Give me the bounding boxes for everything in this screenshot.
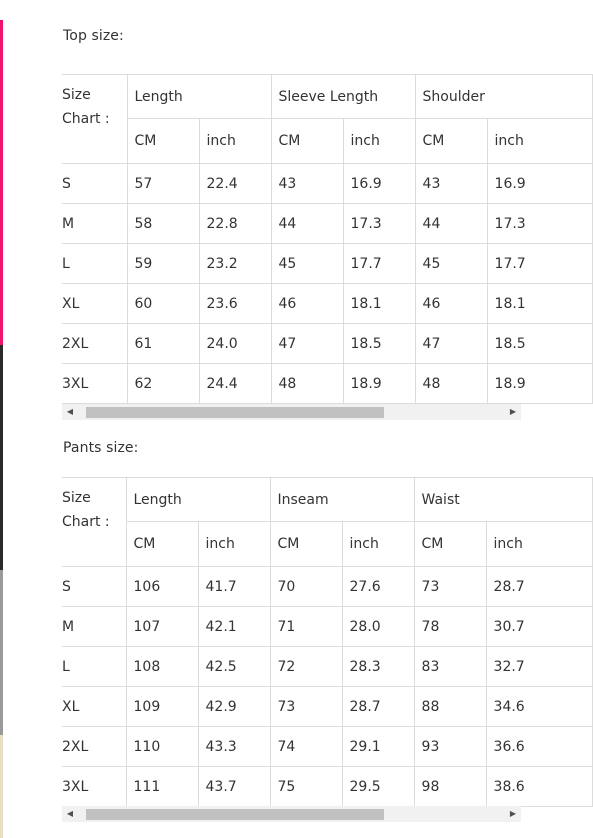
pants-size-table-container[interactable] — [62, 477, 525, 807]
value-cell: 43.7 — [198, 767, 270, 807]
size-cell: XL — [62, 687, 126, 727]
value-cell: 18.9 — [487, 364, 592, 404]
size-cell: S — [62, 567, 126, 607]
value-cell: 42.9 — [198, 687, 270, 727]
value-cell: 59 — [127, 244, 199, 284]
strip-segment-pink — [0, 20, 3, 345]
size-cell: 3XL — [62, 364, 127, 404]
table-header-row — [62, 478, 592, 522]
value-cell: 110 — [126, 727, 198, 767]
size-cell: 2XL — [62, 324, 127, 364]
unit-header: inch — [343, 119, 415, 164]
value-cell: 71 — [270, 607, 342, 647]
value-cell: 27.6 — [342, 567, 414, 607]
value-cell: 48 — [271, 364, 343, 404]
arrow-left-icon[interactable]: ◀ — [66, 809, 74, 818]
value-cell: 28.7 — [342, 687, 414, 727]
top-size-title: Top size: — [63, 28, 124, 44]
size-cell: M — [62, 204, 127, 244]
group-header-length: Length — [126, 478, 270, 522]
value-cell: 62 — [127, 364, 199, 404]
value-cell: 16.9 — [487, 164, 592, 204]
pants-size-table — [62, 477, 593, 807]
unit-header: inch — [342, 522, 414, 567]
size-cell: L — [62, 647, 126, 687]
value-cell: 30.7 — [486, 607, 592, 647]
value-cell: 111 — [126, 767, 198, 807]
table-row — [62, 727, 592, 767]
size-chart-header: Size Chart : — [62, 478, 126, 567]
value-cell: 23.6 — [199, 284, 271, 324]
value-cell: 46 — [415, 284, 487, 324]
value-cell: 16.9 — [343, 164, 415, 204]
value-cell: 93 — [414, 727, 486, 767]
value-cell: 28.7 — [486, 567, 592, 607]
value-cell: 47 — [271, 324, 343, 364]
table-unit-row — [62, 522, 592, 567]
top-table-horizontal-scrollbar[interactable] — [62, 404, 521, 420]
unit-header: inch — [198, 522, 270, 567]
unit-header: inch — [487, 119, 592, 164]
value-cell: 70 — [270, 567, 342, 607]
unit-header: inch — [486, 522, 592, 567]
value-cell: 45 — [415, 244, 487, 284]
value-cell: 78 — [414, 607, 486, 647]
size-cell: 3XL — [62, 767, 126, 807]
value-cell: 34.6 — [486, 687, 592, 727]
value-cell: 58 — [127, 204, 199, 244]
value-cell: 74 — [270, 727, 342, 767]
size-cell: 2XL — [62, 727, 126, 767]
value-cell: 24.4 — [199, 364, 271, 404]
value-cell: 88 — [414, 687, 486, 727]
table-row — [62, 244, 592, 284]
size-cell: M — [62, 607, 126, 647]
group-header-shoulder: Shoulder — [415, 75, 592, 119]
table-row — [62, 164, 592, 204]
table-row — [62, 364, 592, 404]
value-cell: 43 — [271, 164, 343, 204]
value-cell: 38.6 — [486, 767, 592, 807]
value-cell: 75 — [270, 767, 342, 807]
value-cell: 18.5 — [487, 324, 592, 364]
unit-header: CM — [415, 119, 487, 164]
value-cell: 36.6 — [486, 727, 592, 767]
value-cell: 29.1 — [342, 727, 414, 767]
group-header-sleeve-length: Sleeve Length — [271, 75, 415, 119]
strip-segment-grey — [0, 570, 3, 735]
strip-segment-beige — [0, 735, 3, 838]
scrollbar-thumb[interactable] — [86, 809, 384, 820]
value-cell: 61 — [127, 324, 199, 364]
value-cell: 18.5 — [343, 324, 415, 364]
value-cell: 98 — [414, 767, 486, 807]
value-cell: 48 — [415, 364, 487, 404]
table-row — [62, 324, 592, 364]
unit-header: CM — [414, 522, 486, 567]
value-cell: 18.9 — [343, 364, 415, 404]
value-cell: 32.7 — [486, 647, 592, 687]
table-row — [62, 204, 592, 244]
value-cell: 17.3 — [487, 204, 592, 244]
table-row — [62, 647, 592, 687]
unit-header: CM — [271, 119, 343, 164]
value-cell: 42.5 — [198, 647, 270, 687]
group-header-length: Length — [127, 75, 271, 119]
value-cell: 107 — [126, 607, 198, 647]
value-cell: 24.0 — [199, 324, 271, 364]
pants-size-title: Pants size: — [63, 440, 139, 456]
table-row — [62, 567, 592, 607]
table-header-row — [62, 75, 592, 119]
value-cell: 46 — [271, 284, 343, 324]
value-cell: 22.4 — [199, 164, 271, 204]
left-edge-strip — [0, 0, 3, 838]
table-row — [62, 284, 592, 324]
pants-table-horizontal-scrollbar[interactable] — [62, 806, 521, 822]
unit-header: CM — [127, 119, 199, 164]
table-row — [62, 607, 592, 647]
value-cell: 109 — [126, 687, 198, 727]
size-cell: L — [62, 244, 127, 284]
value-cell: 17.7 — [343, 244, 415, 284]
value-cell: 73 — [414, 567, 486, 607]
size-cell: S — [62, 164, 127, 204]
value-cell: 23.2 — [199, 244, 271, 284]
top-size-table-container[interactable] — [62, 74, 526, 404]
value-cell: 28.3 — [342, 647, 414, 687]
strip-segment-dark — [0, 345, 3, 570]
value-cell: 42.1 — [198, 607, 270, 647]
value-cell: 57 — [127, 164, 199, 204]
value-cell: 72 — [270, 647, 342, 687]
value-cell: 17.3 — [343, 204, 415, 244]
value-cell: 43.3 — [198, 727, 270, 767]
arrow-left-icon[interactable]: ◀ — [66, 407, 74, 416]
value-cell: 108 — [126, 647, 198, 687]
value-cell: 47 — [415, 324, 487, 364]
value-cell: 43 — [415, 164, 487, 204]
arrow-right-icon[interactable]: ▶ — [509, 809, 517, 818]
value-cell: 83 — [414, 647, 486, 687]
value-cell: 18.1 — [343, 284, 415, 324]
size-chart-header: Size Chart : — [62, 75, 127, 164]
value-cell: 44 — [415, 204, 487, 244]
table-row — [62, 687, 592, 727]
value-cell: 73 — [270, 687, 342, 727]
unit-header: inch — [199, 119, 271, 164]
arrow-right-icon[interactable]: ▶ — [509, 407, 517, 416]
size-cell: XL — [62, 284, 127, 324]
table-unit-row — [62, 119, 592, 164]
value-cell: 106 — [126, 567, 198, 607]
value-cell: 60 — [127, 284, 199, 324]
value-cell: 22.8 — [199, 204, 271, 244]
unit-header: CM — [270, 522, 342, 567]
unit-header: CM — [126, 522, 198, 567]
value-cell: 17.7 — [487, 244, 592, 284]
value-cell: 45 — [271, 244, 343, 284]
value-cell: 41.7 — [198, 567, 270, 607]
scrollbar-thumb[interactable] — [86, 407, 384, 418]
table-row — [62, 767, 592, 807]
value-cell: 29.5 — [342, 767, 414, 807]
value-cell: 28.0 — [342, 607, 414, 647]
value-cell: 18.1 — [487, 284, 592, 324]
group-header-inseam: Inseam — [270, 478, 414, 522]
value-cell: 44 — [271, 204, 343, 244]
top-size-table — [62, 74, 593, 404]
group-header-waist: Waist — [414, 478, 592, 522]
